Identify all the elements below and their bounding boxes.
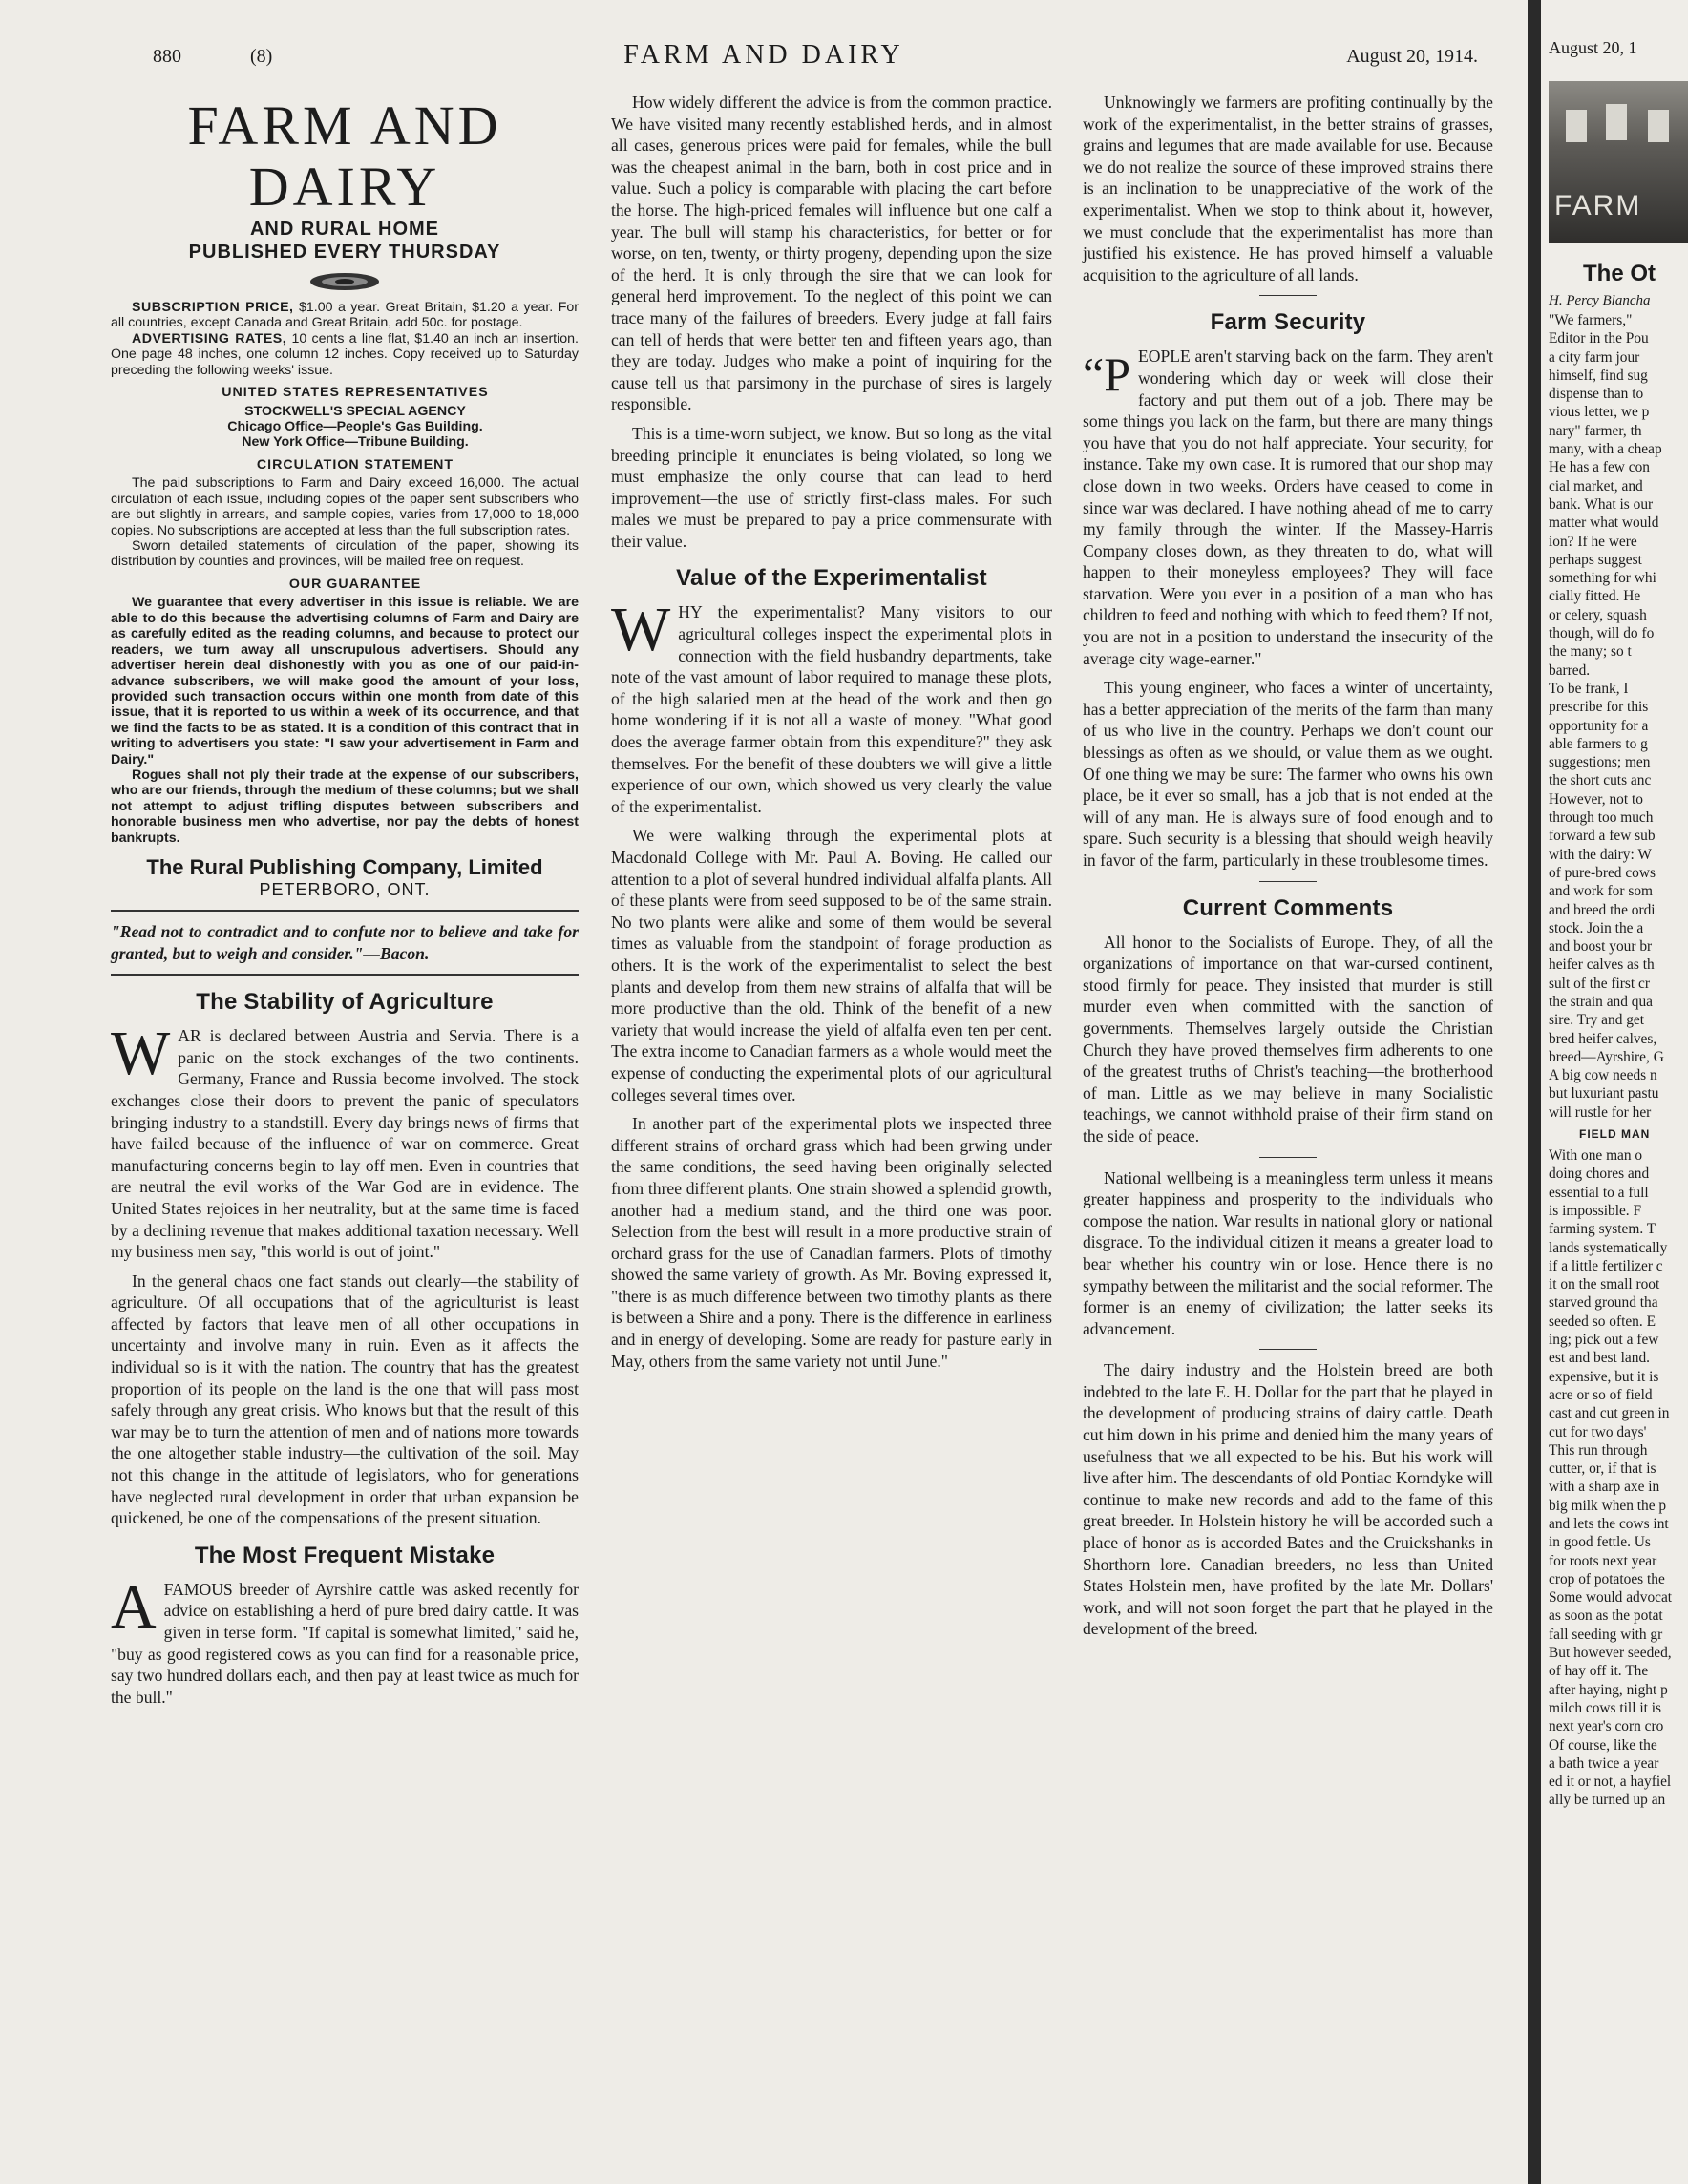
text-line: and boost your br [1549, 938, 1653, 956]
text-line: breed—Ayrshire, G [1549, 1048, 1664, 1065]
article-paragraph: All honor to the Socialists of Europe. They, of all the organizations of importance on that war-cursed continent, stood firmly for peace. They insisted that murder is still murder even when committed with the sanction of governments. Themselves largely outside the Christian Church they have proved themselves firm adherents to one of the greatest truths of Christ's teaching—the brotherhood of man. Little as we may believe in many Socialistic teachings, we cannot withhold praise of their firm stand on the side of peace. [1083, 932, 1493, 1145]
text-line: lands systematically [1549, 1239, 1668, 1256]
us-representatives-heading: UNITED STATES REPRESENTATIVES [222, 385, 489, 401]
article-paragraph: “PEOPLE aren't starving back on the farm. They aren't wondering which day or week will close their factory and put them out of a job. There may be some things you lack on the farm, but there are many things you have that you do not half appreciate. Your security, for instance. Take my own case. It is rumored that our shop may close down in two weeks. Orders have ceased to come in since war was declared. I have nothing ahead of me to carry my family through the winter. If the Massey-Harris Company closes down, as they threaten to do, what will happen to their moneyless employees? They will face starvation. Were you ever in a position of a man who has children to feed and nothing with which to feed them? If not, you are not in a position to understand the insecurity of the average city wage-earner." [1083, 346, 1493, 668]
section-number: (8) [250, 46, 273, 67]
masthead-subtitle-1: AND RURAL HOME [249, 219, 440, 240]
text-line: though, will do fo [1549, 625, 1655, 642]
drop-cap: W [611, 595, 671, 665]
circulation-text-2: Sworn detailed statements of circulation of the paper, showing its distribution by counties and provinces, will be mailed free on request. [111, 538, 579, 570]
text-line: and lets the cows int [1549, 1516, 1669, 1532]
us-chicago-office: Chicago Office—People's Gas Building. [227, 419, 483, 435]
article-paragraph: This young engineer, who faces a winter of uncertainty, has a better appreciation of the merits of the farm than many of us who live in the country. Perhaps we don't count our blessings as often as we should, or value them as we ought. Of one thing we may be sure: The farmer who owns his own place, be it ever so small, has a job that is not ended at the will of any man. He is always sure of food enough and to spare. Such security is a blessing that should weigh heavily in favor of the farm, particularly in these troublesome times. [1083, 678, 1493, 870]
text-line: milch cows till it is [1549, 1699, 1661, 1716]
next-article-text-b [1549, 1146, 1688, 1810]
text-line: sult of the first cr [1549, 975, 1650, 992]
text-line: ally be turned up an [1549, 1792, 1666, 1809]
text-line: suggestions; men [1549, 754, 1651, 771]
circulation-text-1: The paid subscriptions to Farm and Dairy exceed 16,000. The actual circulation of each issue, including copies of the paper sent subscribers who are but slightly in arrears, and sample copies, varies from 17,000 to 18,000 copies. No subscriptions are accepted at less than the full subscription rates. [111, 475, 579, 538]
article-paragraph: WHY the experimentalist? Many visitors to our agricultural colleges inspect the experimental plots in connection with the field husbandry departments, take note of the vast amount of labor required to manage these plots, of the high salaried men at the head of the work and then go home wondering if it is not all a waste of money. "What good does the average farmer obtain from this expenditure?" they ask themselves. For the benefit of these doubters we will give a little experience of our own, which showed us very clearly the value of the experimentalist. [611, 595, 1052, 816]
text-line: it on the small root [1549, 1276, 1660, 1293]
next-article-subhead: FIELD MAN [1579, 1127, 1651, 1142]
issue-date: August 20, 1914. [1346, 46, 1478, 67]
article-title-mistake: The Most Frequent Mistake [194, 1542, 496, 1568]
divider [111, 974, 579, 976]
next-page-date: August 20, 1 [1549, 38, 1637, 57]
text-line: ion? If he were [1549, 533, 1637, 550]
text-line: But however seeded, [1549, 1645, 1672, 1662]
drop-cap: W [111, 1018, 171, 1089]
text-line: the many; so t [1549, 643, 1632, 661]
text-line: prescribe for this [1549, 699, 1649, 716]
text-line: through too much [1549, 809, 1654, 827]
text-line: of pure-bred cows [1549, 864, 1656, 881]
text-line: ed it or not, a hayfiel [1549, 1774, 1672, 1791]
article-paragraph: The dairy industry and the Holstein breed are both indebted to the late E. H. Dollar for the part that he played in the development of producing strains of dairy cattle. Death cut him down in his prime and denied him the many years of usefulness that we all expected to be his. But his work will live after him. The descendants of old Pontiac Korndyke will continue to make new records and add to the fame of this great breeder. In Holstein history he will be accorded such a place of honor as is accorded Bates and the Cruickshanks in Shorthorn lore. Canadian breeders, no less than United States Holstein men, have profited by the late Mr. Dollars' work, and will not soon forget the part that he played in the development of the breed. [1083, 1360, 1493, 1639]
text-line: Editor in the Pou [1549, 330, 1649, 347]
article-paragraph: WAR is declared between Austria and Servia. There is a panic on the stock exchanges of the two continents. Germany, France and Russia become involved. The stock exchanges close their doors to prevent the panic of speculators bringing industry to a standstill. Every day brings news of firms that have failed because of the influence of war on commerce. Great manufacturing concerns begin to lay off men. Even in countries that are neutral the evil works of the War God are in evidence. The United States rejoices in her neutrality, but at the same time is faced by a declining revenue that makes additional taxation necessary. Well my business men say, "this world is out of joint." [111, 1018, 579, 1262]
page-number: 880 [153, 46, 181, 67]
text-line: He has a few con [1549, 459, 1650, 476]
column-3 [1083, 92, 1493, 1648]
text-line: essential to a full [1549, 1184, 1649, 1201]
article-title-stability: The Stability of Agriculture [196, 989, 494, 1016]
article-paragraph: Unknowingly we farmers are profiting continually by the work of the experimentalist, in the better strains of grasses, grains and legumes that are made available for use. Because we do not realize the source of these improved strains there is an inclination to be unappreciative of the work of the experimentalist. When we stop to think about it, however, we must conclude that the experimentalist has more than justified his existence. He has proved himself a valuable acquisition to the agriculture of all lands. [1083, 93, 1493, 284]
text-line: sire. Try and get [1549, 1012, 1645, 1029]
text-line: for roots next year [1549, 1552, 1657, 1569]
text-line: with a sharp axe in [1549, 1479, 1660, 1496]
text-line: is impossible. F [1549, 1202, 1642, 1219]
guarantee-text-2: Rogues shall not ply their trade at the expense of our subscribers, who are our friends, through the medium of these columns; but we shall not attempt to adjust trifling disputes between subscribers and honorable business men who advertise, nor pay the debts of honest bankrupts. [111, 766, 579, 846]
article-paragraph: AFAMOUS breeder of Ayrshire cattle was asked recently for advice on establishing a herd of pure bred dairy cattle. It was given in terse form. "If capital is somewhat limited," said he, "buy as good registered cows as you can find for a reasonable price, say two hundred dollars each, and then pay at least twice as much for the bull." [111, 1571, 579, 1707]
text-line: cast and cut green in [1549, 1405, 1670, 1422]
next-article-title: The Ot [1583, 261, 1656, 286]
text-line: With one man o [1549, 1147, 1643, 1165]
text-line: if a little fertilizer c [1549, 1257, 1663, 1274]
us-newyork-office: New York Office—Tribune Building. [242, 434, 469, 451]
text-line: ing; pick out a few [1549, 1332, 1659, 1349]
photo-caption: FARM [1554, 190, 1642, 221]
us-agency: STOCKWELL'S SPECIAL AGENCY [244, 403, 466, 419]
text-line: as soon as the potat [1549, 1607, 1663, 1625]
text-line: a city farm jour [1549, 348, 1640, 366]
text-line: or celery, squash [1549, 606, 1647, 623]
text-line: crop of potatoes the [1549, 1570, 1665, 1587]
text-line: perhaps suggest [1549, 551, 1642, 568]
text-line: after haying, night p [1549, 1681, 1668, 1698]
text-line: cutter, or, if that is [1549, 1460, 1656, 1478]
article-paragraph: In another part of the experimental plots we inspected three different strains of orchard grass which had been grwing under the same conditions, the seed having been originally selected from three different plants. One strain showed a splendid growth, another had a medium stand, and the third one was poor. Selection from the best will result in a more productive strain of orchard grass for the use of Canadian farmers. Plots of timothy showed the same variety of growth. As Mr. Boving expressed it, "there is as much difference between two timothy plants as there is between a Shire and a pony. There is the difference in earliness and in energy of developing. Some are ready for pasture early in May, others from the same variety not until June." [611, 1114, 1052, 1371]
text-line: the strain and qua [1549, 993, 1653, 1010]
column-2 [611, 92, 1052, 1379]
page-gutter [1528, 0, 1541, 2184]
text-line: However, not to [1549, 790, 1643, 808]
text-line: many, with a cheap [1549, 441, 1662, 458]
next-article-author: H. Percy Blancha [1549, 293, 1651, 308]
guarantee-text-1: We guarantee that every advertiser in this issue is reliable. We are able to do this because the advertising columns of Farm and Dairy are as carefully edited as the reading columns, and because to protect our readers, we turn away all unscrupulous advertisers. Should any advertiser herein deal dishonestly with you as one of our paid-in-advance subscribers, we will make good the amount of your loss, provided such transaction occurs within one month from date of this issue, that it is reported to us within a week of its occurrence, and that we find the facts to be as stated. It is a condition of this contract that in writing to advertisers you state: "I saw your advertisement in Farm and Dairy." [111, 595, 579, 767]
text-line: nary" farmer, th [1549, 422, 1642, 439]
text-line: farming system. T [1549, 1221, 1656, 1238]
masthead-subtitle-2: PUBLISHED EVERY THURSDAY [188, 242, 501, 262]
text-line: A big cow needs n [1549, 1067, 1657, 1084]
subscription-info: SUBSCRIPTION PRICE, $1.00 a year. Great Britain, $1.20 a year. For all countries, except Canada and Great Britain, add 50c. for postage. [111, 300, 579, 331]
text-line: something for whi [1549, 570, 1656, 587]
ornament-icon [306, 271, 383, 292]
text-line: matter what would [1549, 514, 1659, 532]
drop-cap: “P [1083, 347, 1130, 402]
advertising-info: ADVERTISING RATES, 10 cents a line flat, $1.40 an inch an insertion. One page 48 inches, one column 12 inches. Copy received up to Saturday preceding the following weeks' issue. [111, 330, 580, 378]
text-line: next year's corn cro [1549, 1718, 1664, 1735]
text-line: This run through [1549, 1441, 1648, 1459]
text-line: expensive, but it is [1549, 1368, 1659, 1385]
article-title-security: Farm Security [1210, 309, 1366, 336]
paper-name: FARM AND DAIRY [623, 40, 904, 70]
text-line: cially fitted. He [1549, 588, 1641, 605]
masthead-title: FARM AND DAIRY [187, 94, 502, 218]
text-line: "We farmers," [1549, 312, 1633, 328]
divider [1259, 1157, 1317, 1158]
text-line: but luxuriant pastu [1549, 1085, 1659, 1102]
text-line: big milk when the p [1549, 1497, 1667, 1514]
text-line: in good fettle. Us [1549, 1534, 1651, 1551]
text-line: will rustle for her [1549, 1103, 1652, 1121]
text-line: fall seeding with gr [1549, 1626, 1663, 1643]
text-line: a bath twice a year [1549, 1754, 1659, 1772]
publisher-name: The Rural Publishing Company, Limited [146, 854, 543, 879]
text-line: est and best land. [1549, 1350, 1650, 1367]
text-line: and work for som [1549, 883, 1653, 900]
text-line: To be frank, I [1549, 680, 1629, 697]
text-line: cut for two days' [1549, 1423, 1647, 1440]
text-line: Of course, like the [1549, 1736, 1657, 1754]
text-line: of hay off it. The [1549, 1663, 1649, 1680]
text-line: barred. [1549, 662, 1591, 679]
text-line: himself, find sug [1549, 367, 1648, 384]
article-paragraph: In the general chaos one fact stands out clearly—the stability of agriculture. Of all occupations that of the agriculturist is least affected by factors that leave men of all other occupations in uncertainty and involve many in ruin. Even as it affects the individual so is it with the nation. The country that has the greatest proportion of its people on the land is the one that will pass most safely through any great crisis. Who knows but that the result of this war may be to turn the attention of men and of nations more towards the one altogether stable industry—the cultivation of the soil. May not this change in the attitude of legislators, who for generations have neglected rural development in order that urban expansion be quickened, be one of the compensations of the present situation. [111, 1270, 579, 1528]
text-line: vious letter, we p [1549, 404, 1650, 421]
text-line: stock. Join the a [1549, 919, 1644, 936]
text-line: forward a few sub [1549, 828, 1656, 845]
article-paragraph: How widely different the advice is from the common practice. We have visited many recently established herds, and in almost all cases, generous prices were paid for females, while the bull was the cheapest animal in the barn, both in cost price and in value. Such a policy is comparable with placing the cart before the horse. The high-priced females will influence but one calf a year. The bull will stamp his characteristics, for better or for worse, on ten, twenty, or thirty progeny, depending upon the size of the herd. It is only through the sire that we can look for general herd improvement. To the neglect of this point we can trace many of the failures of breeders. Every judge at fall fairs can tell of herds that were better ten and fifteen years ago, than they are today. Judges who make a point of inquiring for the cause tell us that parsimony in the purchase of sires is largely responsible. [611, 93, 1052, 414]
next-page-fragment [1541, 0, 1688, 2184]
text-line: opportunity for a [1549, 717, 1649, 734]
bacon-quote: "Read not to contradict and to confute nor to believe and take for granted, but to weigh and consider."—Bacon. [111, 921, 579, 963]
article-paragraph: National wellbeing is a meaningless term unless it means greater happiness and prosperity to the individuals who compose the nation. War results in national glory or national disgrace. To the individual citizen it means a greater load to bear whether his country win or lose. Hence there is no sympathy between the militarist and the social reformer. The former is an enemy of civilization; the latter seeks its advancement. [1083, 1167, 1493, 1338]
text-line: dispense than to [1549, 386, 1644, 403]
column-1 [111, 92, 579, 1715]
text-line: the short cuts anc [1549, 772, 1652, 789]
divider [111, 910, 579, 912]
text-line: seeded so often. E [1549, 1312, 1656, 1330]
circulation-heading: CIRCULATION STATEMENT [256, 456, 454, 472]
text-line: bred heifer calves, [1549, 1030, 1657, 1047]
running-header [0, 38, 1528, 76]
farm-photo [1549, 81, 1688, 243]
article-title-experimentalist: Value of the Experimentalist [676, 565, 987, 592]
text-line: cial market, and [1549, 477, 1643, 494]
text-line: starved ground tha [1549, 1294, 1658, 1312]
text-line: and breed the ordi [1549, 901, 1656, 918]
article-paragraph: We were walking through the experimental plots at Macdonald College with Mr. Paul A. Boving. He called our attention to a plot of several hundred individual alfalfa plants. All of these plants were from seed supposed to be of the same strain. No two plants were alike and some of them would be several times as valuable from the standpoint of forage production as others. It is the work of the experimentalist to select the best plants and develop from them new strains of alfalfa that will be more productive than the old. Think of the benefit of a new variety that would increase the yield of alfalfa even ten per cent. The extra income to Canadian farmers as a whole would meet the expense of conducting the experimental plots of our agricultural colleges several times over. [611, 826, 1052, 1104]
text-line: able farmers to g [1549, 735, 1648, 752]
drop-cap: A [111, 1571, 157, 1642]
text-line: with the dairy: W [1549, 846, 1652, 863]
divider [1259, 881, 1317, 882]
next-article-text-a [1549, 311, 1688, 1122]
article-title-comments: Current Comments [1182, 894, 1394, 921]
text-line: Some would advocat [1549, 1589, 1673, 1606]
text-line: heifer calves as th [1549, 956, 1655, 974]
guarantee-heading: OUR GUARANTEE [288, 576, 422, 592]
text-line: bank. What is our [1549, 495, 1654, 513]
article-paragraph: This is a time-worn subject, we know. But so long as the vital breeding principle it enunciates is being violated, so long we must emphasize the only course that can lead to herd improvement—the use of strictly first-class males. For such males we must be prepared to pay a price commensurate with their value. [611, 423, 1052, 551]
text-line: doing chores and [1549, 1166, 1650, 1183]
text-line: acre or so of field [1549, 1386, 1653, 1403]
publisher-place: PETERBORO, ONT. [259, 879, 431, 899]
divider [1259, 1349, 1317, 1350]
divider [1259, 295, 1317, 296]
